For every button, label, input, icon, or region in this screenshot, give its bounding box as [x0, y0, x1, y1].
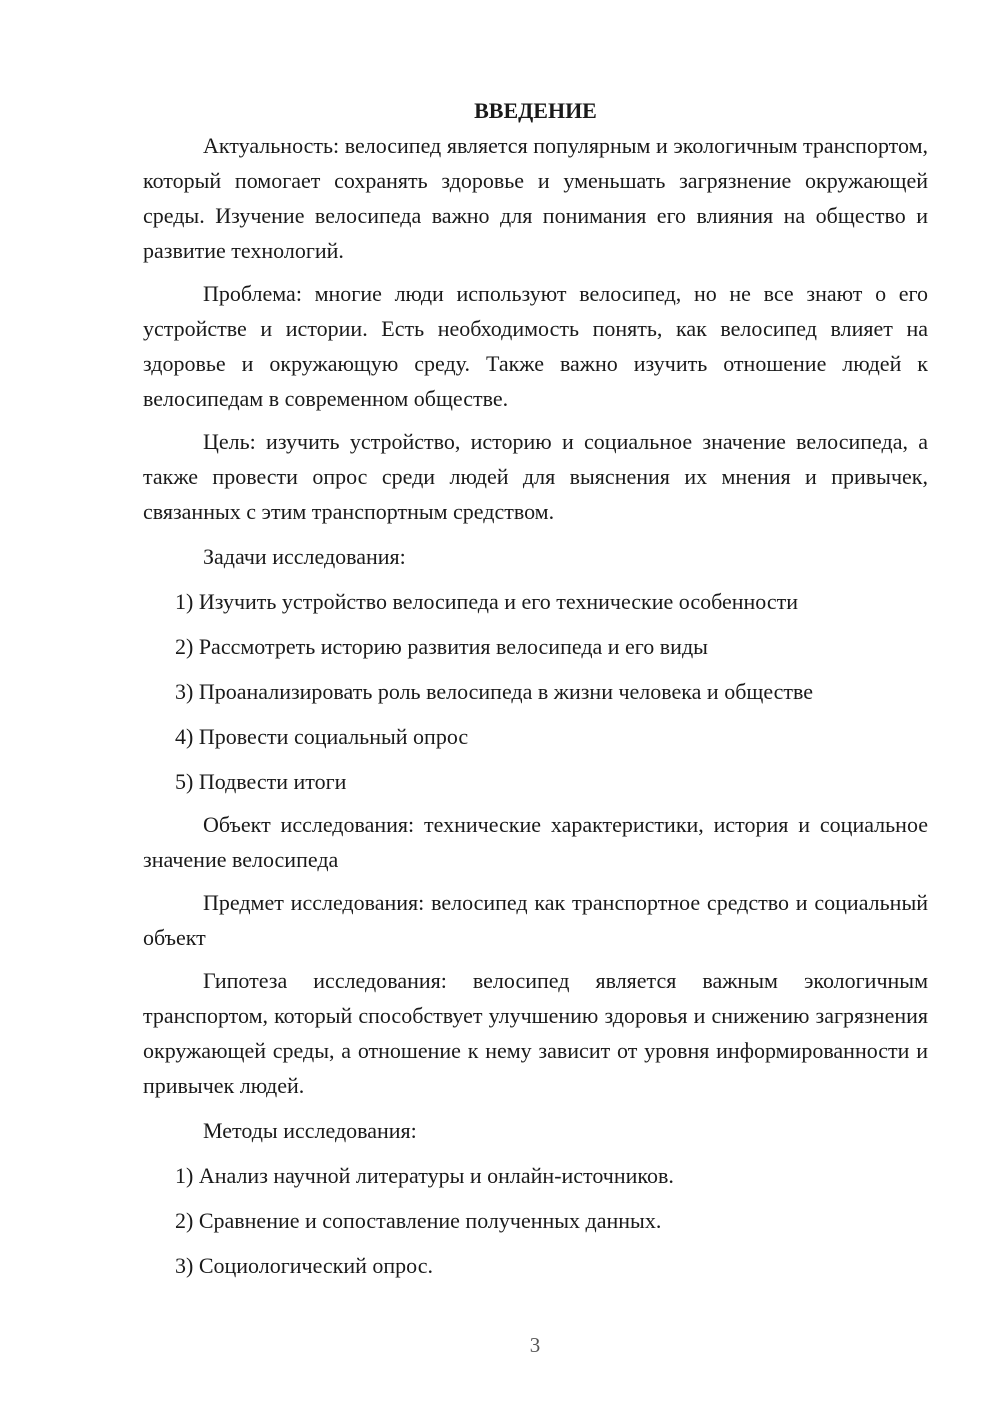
paragraph-goal: Цель: изучить устройство, историю и социальное значение велосипеда, а также провести опрос среди людей для выяснения их мнения и привычек, связанных с этим транспортным средством.	[143, 429, 928, 524]
list-item: 2) Сравнение и сопоставление полученных данных.	[175, 1208, 662, 1233]
paragraph-object: Объект исследования: технические характеристики, история и социальное значение велосипеда	[143, 812, 928, 872]
list-item: 3) Проанализировать роль велосипеда в жизни человека и обществе	[175, 679, 814, 704]
methods-list	[143, 1158, 928, 1283]
page-content	[143, 93, 928, 1283]
methods-heading: Методы исследования:	[203, 1118, 417, 1143]
paragraph-relevance: Актуальность: велосипед является популярным и экологичным транспортом, который помогает сохранять здоровье и уменьшать загрязнение окружающей среды. Изучение велосипеда важно для понимания его влияния на общество и развитие технологий.	[143, 133, 928, 263]
list-item: 4) Провести социальный опрос	[175, 724, 469, 749]
page-number: 3	[529, 1333, 541, 1357]
paragraph-problem: Проблема: многие люди используют велосипед, но не все знают о его устройстве и истории. Есть необходимость понять, как велосипед влияет на здоровье и окружающую среду. Также важно изучить отношение людей к велосипедам в современном обществе.	[143, 281, 928, 411]
list-item: 2) Рассмотреть историю развития велосипеда и его виды	[175, 634, 708, 659]
paragraph-subject: Предмет исследования: велосипед как транспортное средство и социальный объект	[143, 890, 928, 950]
list-item: 3) Социологический опрос.	[175, 1253, 433, 1278]
list-item: 1) Анализ научной литературы и онлайн-источников.	[175, 1163, 674, 1188]
list-item: 5) Подвести итоги	[175, 769, 347, 794]
tasks-heading: Задачи исследования:	[203, 544, 406, 569]
tasks-list	[143, 584, 928, 799]
paragraph-hypothesis: Гипотеза исследования: велосипед является важным экологичным транспортом, который способствует улучшению здоровья и снижению загрязнения окружающей среды, а отношение к нему зависит от уровня информированности и привычек людей.	[143, 968, 928, 1098]
list-item: 1) Изучить устройство велосипеда и его технические особенности	[175, 589, 799, 614]
page-title: ВВЕДЕНИЕ	[474, 98, 597, 123]
